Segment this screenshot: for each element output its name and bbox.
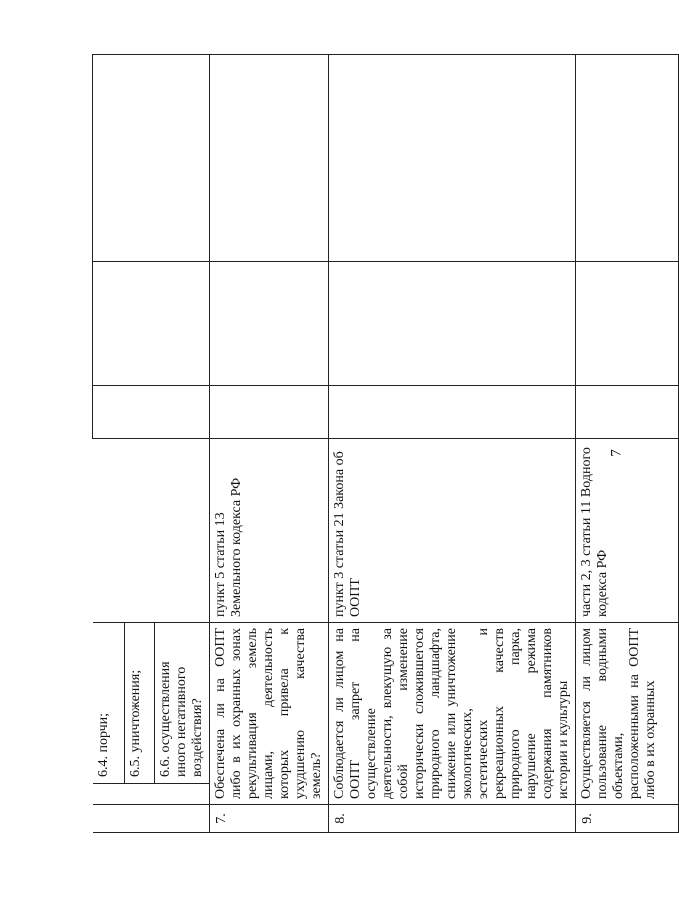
checklist-table — [92, 54, 679, 833]
empty-cell — [209, 55, 328, 262]
table-row — [209, 55, 328, 833]
empty-cell — [209, 386, 328, 439]
empty-cell — [93, 262, 210, 386]
checklist-table-wrapper — [92, 55, 658, 833]
row-number: 9. — [575, 805, 678, 833]
table-row — [93, 55, 210, 833]
empty-cell — [209, 262, 328, 386]
empty-cell — [575, 262, 678, 386]
empty-cell — [575, 386, 678, 439]
empty-cell — [328, 55, 575, 262]
table-row — [328, 55, 575, 833]
row-basis: пункт 5 статьи 13 Земельного кодекса РФ — [209, 439, 328, 623]
row-number — [93, 805, 210, 833]
empty-cell — [575, 55, 678, 262]
row-basis: пункт 3 статьи 21 Закона об ООПТ — [328, 439, 575, 623]
row-question: Осуществляется ли лицом пользование водными объектами, расположенными на ООПТ либо в их охранных — [575, 623, 678, 805]
row-question: Обеспечена ли на ООПТ либо в их охранных зонах рекультивация земель лицами, деятельность которых привела к ухудшению качества земель? — [209, 623, 328, 805]
row-question: Соблюдается ли лицом на ООПТ запрет на осуществление деятельности, влекущую за собой изменение исторически сложившегося природного ландшафта, снижение или уничтожение экологических, эстетических и рекреационных качеств природного парка, нарушение режима содержания памятников истории и культуры — [328, 623, 575, 805]
empty-cell — [93, 55, 210, 262]
rotated-page-area — [92, 55, 658, 833]
subitem: 6.6. осуществления иного негативного воздействия? — [154, 623, 209, 784]
row-number: 8. — [328, 805, 575, 833]
row-number: 7. — [209, 805, 328, 833]
subitem: 6.5. уничтожения; — [124, 623, 154, 784]
row-basis — [93, 439, 210, 623]
table-row — [575, 55, 678, 833]
row-basis: части 2, 3 статьи 11 Водного кодекса РФ — [575, 439, 678, 623]
row-subitems — [93, 623, 210, 805]
empty-cell — [328, 262, 575, 386]
empty-cell — [93, 386, 210, 439]
subitem: 6.4. порчи; — [93, 623, 124, 784]
empty-cell — [328, 386, 575, 439]
page-number: 7 — [608, 449, 625, 457]
